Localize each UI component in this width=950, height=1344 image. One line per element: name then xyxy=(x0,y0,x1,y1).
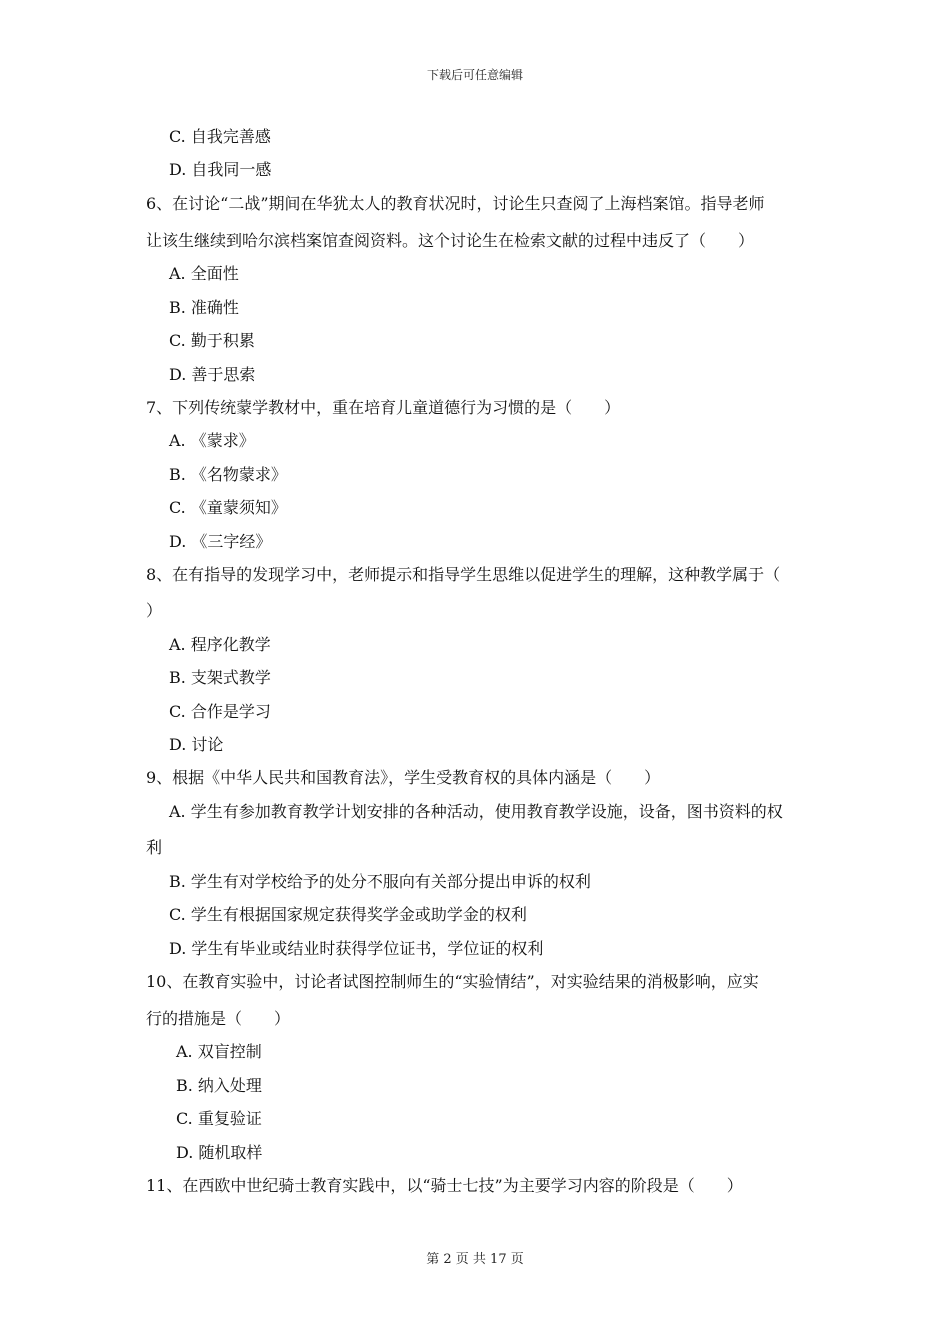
option-d-q8: D. 讨论 xyxy=(169,735,224,754)
option-c-q9: C. 学生有根据国家规定获得奖学金或助学金的权利 xyxy=(169,905,527,924)
option-b-q10: B. 纳入处理 xyxy=(176,1076,262,1095)
page-footer: 第 2 页 共 17 页 xyxy=(426,1252,524,1267)
option-d-q10: D. 随机取样 xyxy=(176,1143,263,1162)
page-header: 下载后可任意编辑 xyxy=(426,68,523,82)
option-c-q6: C. 勤于积累 xyxy=(169,331,255,350)
option-b-q7: B. 《名物蒙求》 xyxy=(169,465,287,484)
option-d-q5: D. 自我同一感 xyxy=(169,160,272,179)
option-d-q6: D. 善于思索 xyxy=(169,365,256,384)
option-a-q7: A. 《蒙求》 xyxy=(169,431,255,450)
question-6-line-2: 让该生继续到哈尔滨档案馆查阅资料。这个讨论生在检索文献的过程中违反了（ ） xyxy=(146,231,755,250)
option-c-q10: C. 重复验证 xyxy=(176,1109,262,1128)
option-b-q9: B. 学生有对学校给予的处分不服向有关部分提出申诉的权利 xyxy=(169,872,591,891)
question-10-line-1: 10、在教育实验中，讨论者试图控制师生的“实验情结”，对实验结果的消极影响，应实 xyxy=(146,972,759,991)
question-9: 9、根据《中华人民共和国教育法》，学生受教育权的具体内涵是（ ） xyxy=(146,768,661,787)
question-7: 7、下列传统蒙学教材中，重在培育儿童道德行为习惯的是（ ） xyxy=(146,398,621,417)
question-6-line-1: 6、在讨论“二战”期间在华犹太人的教育状况时，讨论生只查阅了上海档案馆。指导老师 xyxy=(146,194,765,213)
option-d-q7: D. 《三字经》 xyxy=(169,532,272,551)
option-b-q8: B. 支架式教学 xyxy=(169,668,271,687)
question-10-line-2: 行的措施是（ ） xyxy=(146,1009,291,1028)
option-d-q9: D. 学生有毕业或结业时获得学位证书，学位证的权利 xyxy=(169,939,544,958)
option-a-q9-line-1: A. 学生有参加教育教学计划安排的各种活动，使用教育教学设施，设备，图书资料的权 xyxy=(169,802,783,821)
option-a-q9-line-2: 利 xyxy=(146,838,163,857)
question-11: 11、在西欧中世纪骑士教育实践中，以“骑士七技”为主要学习内容的阶段是（ ） xyxy=(146,1176,743,1195)
option-a-q10: A. 双盲控制 xyxy=(176,1042,262,1061)
option-c-q5: C. 自我完善感 xyxy=(169,127,271,146)
question-8-line-2: ） xyxy=(146,601,163,620)
option-b-q6: B. 准确性 xyxy=(169,298,239,317)
option-a-q8: A. 程序化教学 xyxy=(169,635,271,654)
question-8-line-1: 8、在有指导的发现学习中，老师提示和指导学生思维以促进学生的理解，这种教学属于（ xyxy=(146,565,781,584)
option-a-q6: A. 全面性 xyxy=(169,264,239,283)
option-c-q8: C. 合作是学习 xyxy=(169,702,271,721)
option-c-q7: C. 《童蒙须知》 xyxy=(169,498,287,517)
